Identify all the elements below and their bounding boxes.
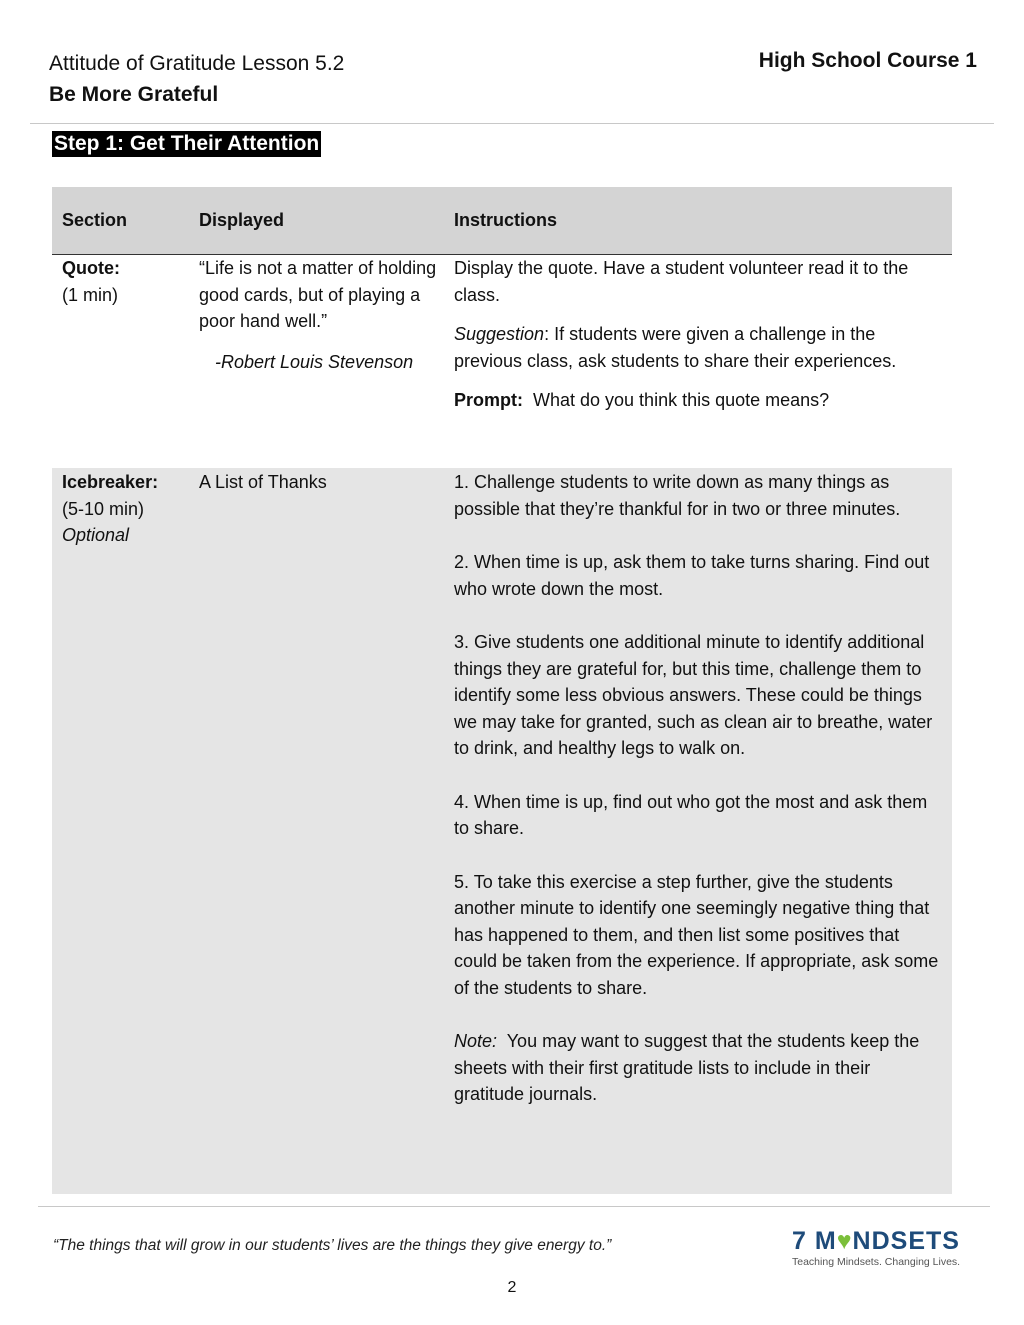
header-divider	[30, 123, 994, 124]
document-header	[49, 48, 344, 110]
activity-title: A List of Thanks	[199, 472, 327, 492]
table-header-row	[52, 187, 952, 255]
note-paragraph	[454, 1028, 944, 1108]
table-row	[52, 468, 952, 1194]
instruction-paragraph: Display the quote. Have a student volunteer read it to the class.	[454, 258, 909, 305]
note-text: You may want to suggest that the students keep the sheets with their first gratitude lists to include in their gratitude journals.	[454, 1031, 925, 1104]
instructions-cell	[454, 255, 944, 427]
page-number: 2	[507, 1279, 517, 1296]
section-cell	[62, 255, 192, 308]
footer-divider	[38, 1206, 990, 1207]
suggestion-text: : If students were given a challenge in the previous class, ask students to share their experiences.	[454, 324, 897, 371]
section-note: Optional	[62, 525, 130, 545]
table-row	[52, 255, 952, 468]
logo-tagline: Teaching Mindsets. Changing Lives.	[792, 1256, 961, 1268]
suggestion-label: Suggestion	[454, 324, 545, 344]
logo-prefix: 7 M	[792, 1227, 837, 1255]
sprout-icon: ♥	[836, 1227, 853, 1255]
header-displayed: Displayed	[199, 210, 285, 230]
instruction-step: 4. When time is up, find out who got the most and ask them to share.	[454, 791, 928, 838]
instruction-step: 1. Challenge students to write down as many things as possible that they’re thankful for in two or three minutes.	[454, 472, 901, 519]
section-time: (1 min)	[62, 284, 119, 305]
seven-mindsets-logo	[792, 1227, 967, 1271]
course-title: High School Course 1	[758, 49, 977, 72]
quote-text: “Life is not a matter of holding good cards, but of playing a poor hand well.”	[199, 258, 437, 331]
quote-author: -Robert Louis Stevenson	[215, 351, 414, 372]
logo-suffix: NDSETS	[852, 1227, 960, 1255]
instruction-step: 5. To take this exercise a step further, give the students another minute to identify one seemingly negative thing that has happened to them, and then list some positives that could be taken from the experience. If appropriate, ask some of the students to share.	[454, 871, 939, 998]
header-instructions: Instructions	[454, 210, 558, 230]
displayed-cell	[199, 469, 444, 496]
section-time: (5-10 min)	[62, 498, 145, 519]
header-section: Section	[62, 210, 128, 230]
instruction-step: 3. Give students one additional minute to identify additional things they are grateful for, but this time, challenge them to identify some less obvious answers. These could be things we may take for granted, such as clean air to breathe, water to drink, and healthy legs to walk on.	[454, 632, 933, 758]
logo-wordmark	[792, 1227, 967, 1255]
step-heading: Step 1: Get Their Attention	[54, 132, 320, 155]
lesson-table	[52, 187, 952, 1194]
prompt-label: Prompt:	[454, 390, 523, 410]
instructions-cell	[454, 469, 944, 1121]
lesson-subtitle: Be More Grateful	[49, 83, 219, 106]
footer-quote: “The things that will grow in our students’ lives are the things they give energy to.”	[53, 1237, 612, 1254]
note-label: Note:	[454, 1031, 498, 1051]
displayed-cell	[199, 255, 444, 375]
suggestion-paragraph	[454, 321, 944, 374]
instruction-step: 2. When time is up, ask them to take turns sharing. Find out who wrote down the most.	[454, 552, 930, 599]
prompt-text: What do you think this quote means?	[523, 390, 830, 410]
section-title: Quote:	[62, 258, 120, 278]
lesson-title: Attitude of Gratitude Lesson 5.2	[49, 52, 345, 75]
section-title: Icebreaker:	[62, 472, 159, 492]
section-cell	[62, 469, 192, 549]
prompt-paragraph	[454, 387, 944, 414]
